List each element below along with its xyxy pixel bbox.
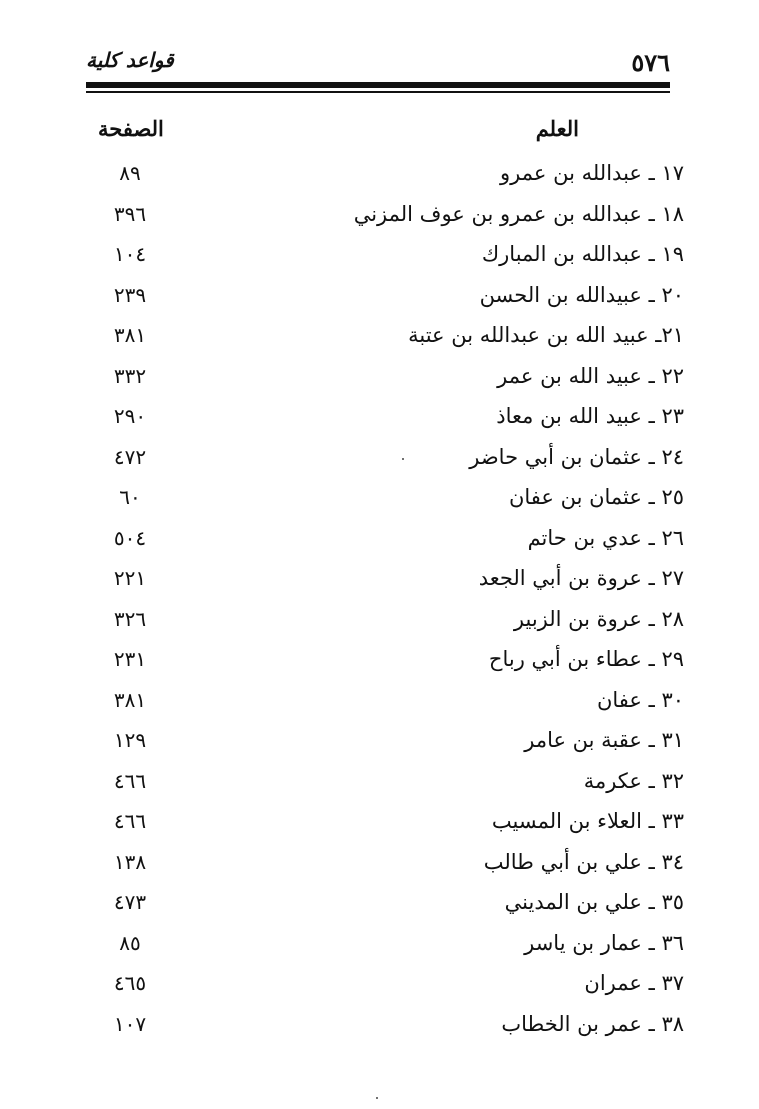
entry-page: ٤٧٢ <box>113 444 147 469</box>
index-entry <box>86 644 684 685</box>
entry-page: ٣٣٢ <box>113 363 147 388</box>
index-entry <box>86 523 684 564</box>
index-entry <box>86 442 684 483</box>
entry-page: ٨٩ <box>119 161 141 185</box>
entry-page: ٦٠ <box>119 485 141 509</box>
index-entry <box>86 604 684 645</box>
entry-name: ٣٥ ـ علي بن المديني <box>504 890 684 914</box>
entry-page: ١٣٨ <box>113 849 147 874</box>
entry-name: ٣٦ ـ عمار بن ياسر <box>524 930 684 955</box>
entry-name: ٢٤ ـ عثمان بن أبي حاضر <box>469 444 684 469</box>
name-column-heading: العلم <box>535 116 579 141</box>
entry-name: ٣٧ ـ عمران <box>584 971 684 995</box>
header-rule-thin <box>86 91 670 93</box>
index-entry <box>86 482 684 523</box>
index-entry <box>86 887 684 928</box>
index-entry-list <box>86 158 684 1058</box>
index-entry <box>86 158 684 199</box>
entry-name: ٢٣ ـ عبيد الله بن معاذ <box>496 404 684 428</box>
index-entry <box>86 280 684 321</box>
entry-page: ٤٦٦ <box>113 768 147 793</box>
entry-page: ١٢٩ <box>113 728 147 752</box>
entry-page: ١٠٧ <box>113 1011 147 1036</box>
entry-page: ٢٩٠ <box>113 404 147 428</box>
index-entry <box>86 685 684 726</box>
entry-page: ٢٣٩ <box>113 282 147 307</box>
index-entry <box>86 928 684 969</box>
entry-name: ٣٢ ـ عكرمة <box>583 768 684 793</box>
entry-name: ٣٤ ـ علي بن أبي طالب <box>483 849 684 874</box>
entry-name: ٢٥ ـ عثمان بن عفان <box>508 485 684 509</box>
entry-name: ٢٧ ـ عروة بن أبي الجعد <box>478 566 684 590</box>
entry-page: ٤٦٥ <box>113 971 147 995</box>
entry-name: ٣٣ ـ العلاء بن المسيب <box>491 809 684 833</box>
page-column-heading: الصفحة <box>98 116 164 141</box>
entry-page: ٥٠٤ <box>113 525 147 550</box>
entry-name: ١٨ ـ عبدالله بن عمرو بن عوف المزني <box>353 201 684 226</box>
running-header <box>86 40 670 76</box>
entry-name: ٢٩ ـ عطاء بن أبي رباح <box>488 647 684 671</box>
index-entry <box>86 847 684 888</box>
entry-page: ٤٦٦ <box>113 809 147 833</box>
entry-name: ٣٠ ـ عفان <box>596 687 684 712</box>
entry-name: ٣١ ـ عقبة بن عامر <box>524 728 684 752</box>
entry-page: ٢٣١ <box>113 647 147 671</box>
entry-name: ١٩ ـ عبدالله بن المبارك <box>481 242 684 266</box>
index-entry <box>86 725 684 766</box>
index-entry <box>86 199 684 240</box>
entry-page: ٣٨١ <box>113 323 147 347</box>
entry-name: ٢٢ ـ عبيد الله بن عمر <box>497 363 684 388</box>
book-title: قواعد كلية <box>86 48 174 72</box>
index-entry <box>86 239 684 280</box>
entry-name: ٣٨ ـ عمر بن الخطاب <box>501 1011 684 1036</box>
entry-page: ٣٢٦ <box>113 606 147 631</box>
index-entry <box>86 806 684 847</box>
index-entry <box>86 320 684 361</box>
header-rule-thick <box>86 82 670 88</box>
index-entry <box>86 361 684 402</box>
entry-page: ٤٧٣ <box>113 890 147 914</box>
page-number: ٥٧٦ <box>631 48 670 77</box>
entry-page: ١٠٤ <box>113 242 147 266</box>
entry-name: ٢٦ ـ عدي بن حاتم <box>527 525 684 550</box>
index-entry <box>86 968 684 1009</box>
index-entry <box>86 401 684 442</box>
index-entry <box>86 766 684 807</box>
entry-name: ٢٨ ـ عروة بن الزبير <box>513 606 684 631</box>
entry-name: ٢٠ ـ عبيدالله بن الحسن <box>479 282 684 307</box>
entry-page: ٢٢١ <box>113 566 147 590</box>
entry-page: ٣٨١ <box>113 687 147 712</box>
entry-page: ٣٩٦ <box>113 201 147 226</box>
entry-name: ١٧ ـ عبدالله بن عمرو <box>500 161 684 185</box>
index-entry <box>86 1009 684 1050</box>
entry-page: ٨٥ <box>119 930 141 955</box>
print-speck <box>402 458 404 460</box>
index-entry <box>86 563 684 604</box>
entry-name: ٢١ـ عبيد الله بن عبدالله بن عتبة <box>408 323 684 347</box>
print-speck <box>376 1097 378 1099</box>
